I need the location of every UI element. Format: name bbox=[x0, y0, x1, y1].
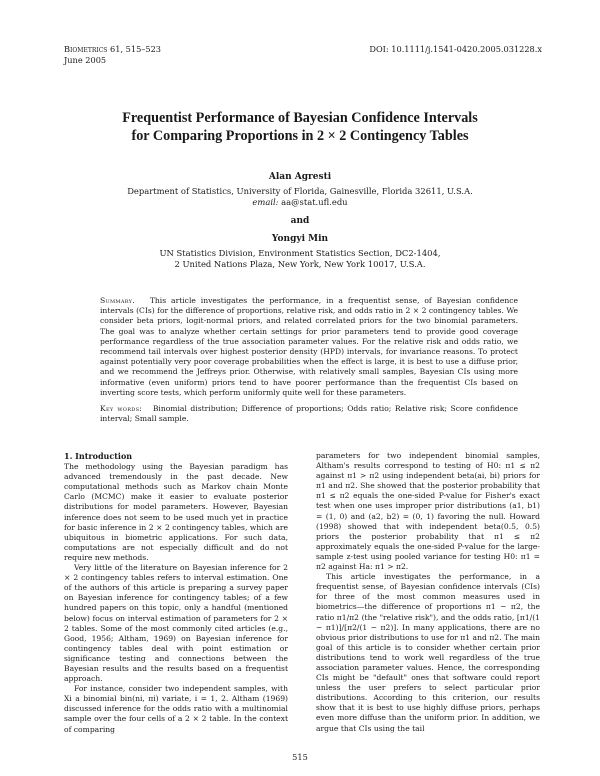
affiliation-2-line-2: 2 United Nations Plaza, New York, New York 10017, U.S.A. bbox=[174, 259, 426, 269]
body-paragraph: Very little of the literature on Bayesian inference for 2 × 2 contingency tables refers to interval estimation. One of the authors of this article is preparing a survey paper on Bayesian inference for contingency tables; of a few hundred papers on this topic, only a handful (mentioned below) focus on interval estimation of parameters for 2 × 2 tables. Some of the most commonly cited articles (e.g., Good, 1956; Altham, 1969) on Bayesian inference for contingency tables deal with point estimation or significance testing and connections between the Bayesian results and the results based on a frequentist approach. bbox=[64, 563, 288, 684]
keywords-label: Key words: bbox=[100, 404, 143, 414]
issue-date: June 2005 bbox=[64, 55, 107, 65]
summary-text: This article investigates the performance, in a frequentist sense, of Bayesian confidence intervals (CIs) for the difference of proportions, relative risk, and odds ratio in 2 × 2 contingency tables. We consider beta priors, logit-normal priors, and related correlated priors for the two binomial parameters. The goal was to analyze whether certain settings for prior parameters tend to provide good coverage performance regardless of the true association parameter values. For the relative risk and odds ratio, we recommend tail intervals over highest posterior density (HPD) intervals, for invariance reasons. To protect against potentially very poor coverage probabilities when the effect is large, it is best to use a diffuse prior, and we recommend the Jeffreys prior. Otherwise, with relatively small samples, Bayesian CIs using more informative (even uniform) priors tend to have poorer performance than the frequentist CIs based on inverting score tests, which perform uniformly quite well for these parameters. bbox=[100, 296, 518, 397]
abstract bbox=[100, 296, 518, 424]
left-column bbox=[64, 451, 288, 735]
email-line bbox=[0, 197, 600, 208]
email-label: email: bbox=[252, 197, 279, 207]
title-line-2: for Comparing Proportions in 2 × 2 Contingency Tables bbox=[131, 128, 469, 144]
body-paragraph: For instance, consider two independent samples, with Xi a binomial bin(ni, πi) variate, i = 1, 2. Altham (1969) discussed inference for the odds ratio with a multinomial sample over the four cells of a 2 × 2 table. In the context of comparing bbox=[64, 684, 288, 734]
summary-paragraph bbox=[100, 296, 518, 398]
paper-title bbox=[0, 109, 600, 145]
page-number: 515 bbox=[292, 752, 308, 762]
affiliation-text-1: Department of Statistics, University of Florida, Gainesville, Florida 32611, U.S.A. bbox=[127, 186, 473, 196]
summary-label: Summary. bbox=[100, 296, 135, 305]
author-name-2: Yongyi Min bbox=[271, 234, 329, 244]
right-column bbox=[316, 451, 540, 734]
author-affiliation-2 bbox=[0, 248, 600, 270]
body-paragraph: parameters for two independent binomial samples, Altham's results correspond to testing of H0: π1 ≤ π2 against π1 > π2 using independent beta(ai, bi) priors for π1 and π2. She showed that the posterior probability that π1 ≤ π2 equals the one-sided P-value for Fisher's exact test when one uses improper prior distributions (a1, b1) = (1, 0) and (a2, b2) = (0, 1) favoring the null. Howard (1998) showed that with independent beta(0.5, 0.5) priors the posterior probability that π1 ≤ π2 approximately equals the one-sided P-value for the large-sample z-test using pooled variance for testing H0: π1 = π2 against Ha: π1 > π2. bbox=[316, 451, 540, 572]
journal-line: Biometrics 61, 515–523 bbox=[64, 44, 161, 54]
journal-header bbox=[64, 44, 161, 66]
keywords-paragraph bbox=[100, 404, 518, 424]
affiliation-2-line-1: UN Statistics Division, Environment Statistics Section, DC2-1404, bbox=[159, 248, 441, 258]
author-affiliation-1 bbox=[0, 186, 600, 208]
title-line-1: Frequentist Performance of Bayesian Confidence Intervals bbox=[122, 110, 478, 126]
body-paragraph: This article investigates the performance, in a frequentist sense, of Bayesian confidence intervals (CIs) for three of the most common measures used in biometrics—the difference of proportions π1 − π2, the ratio π1/π2 (the "relative risk"), and the odds ratio, [π1/(1 − π1)]/[π2/(1 − π2)]. In many applications, there are no obvious prior distributions to use for π1 and π2. The main goal of this article is to consider whether certain prior distributions tend to work well regardless of the true association parameter values. Hence, the corresponding CIs might be "default" ones that software could report unless the user prefers to select particular prior distributions. According to this criterion, our results show that it is best to use highly diffuse priors, perhaps even more diffuse than the uniform prior. In addition, we argue that CIs using the tail bbox=[316, 572, 540, 733]
section-heading: 1. Introduction bbox=[64, 451, 133, 461]
author-name-1: Alan Agresti bbox=[268, 172, 332, 182]
author-connector: and bbox=[290, 216, 310, 226]
keywords-text: Binomial distribution; Difference of proportions; Odds ratio; Relative risk; Score confidence interval; Small sample. bbox=[100, 404, 518, 424]
body-paragraph: The methodology using the Bayesian paradigm has advanced tremendously in the past decade. New computational methods such as Markov chain Monte Carlo (MCMC) make it easier to evaluate posterior distributions for model parameters. However, Bayesian inference does not seem to be used much yet in practice for basic inference in 2 × 2 contingency tables, which are ubiquitous in biometric applications. For such data, computations are not especially difficult and do not require new methods. bbox=[64, 462, 288, 562]
email-address: aa@stat.ufl.edu bbox=[281, 197, 348, 207]
doi: DOI: 10.1111/j.1541-0420.2005.031228.x bbox=[369, 44, 542, 54]
